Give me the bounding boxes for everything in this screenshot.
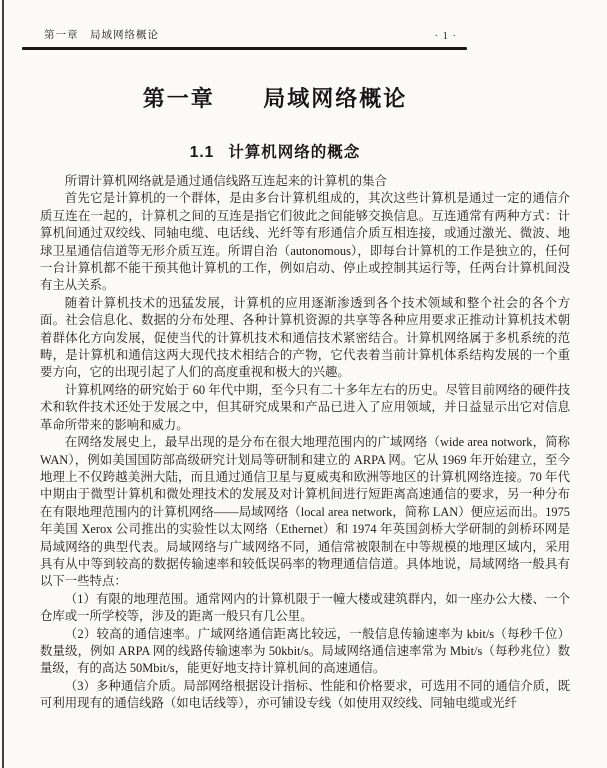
paragraph-feature-2: （2）较高的通信速率。广域网络通信距离比较远，一般信息传输速率为 kbit/s（每秒千位）数量级，例如 ARPA 网的线路传输速率为 50kbit/s。局域网络通信速率常为 Mbit/s（每秒兆位）数量级，有的高达 50Mbit/s，能更好地支持计算机间的高速通信。	[40, 626, 570, 676]
chapter-title	[40, 82, 510, 113]
paragraph: 计算机网络的研究始于 60 年代中期，至今只有二十多年左右的历史。尽管目前网络的硬件技术和软件技术还处于发展之中，但其研究成果和产品已进入了应用领域，并日益显示出它对信息革命所带来的影响和威力。	[40, 382, 570, 432]
page-number: · 1 ·	[434, 31, 457, 42]
paragraph: 首先它是计算机的一个群体，是由多台计算机组成的，其次这些计算机是通过一定的通信介质互连在一起的，计算机之间的互连是指它们彼此之间能够交换信息。互连通常有两种方式：计算机间通过双绞线、同轴电缆、电话线、光纤等有形通信介质互相连接，或通过激光、微波、地球卫星通信信道等无形介质互连。所谓自治（autonomous），即每台计算机的工作是独立的，任何一台计算机都不能干预其他计算机的工作，例如启动、停止或控制其运行等，任两台计算机间没有主从关系。	[40, 191, 570, 293]
scan-edge-line	[2, 0, 4, 768]
paragraph-feature-1: （1）有限的地理范围。通常网内的计算机限于一幢大楼或建筑群内，如一座办公大楼、一个仓库或一所学校等，涉及的距离一般只有几公里。	[40, 591, 570, 624]
paragraph: 在网络发展史上，最早出现的是分布在很大地理范围内的广域网络（wide area notwork，简称 WAN），例如美国国防部高级研究计划局等研制和建立的 ARPA 网。它从 1969 年开始建立，至今地理上不仅跨越美洲大陆，而且通过通信卫星与夏威夷和欧洲等地区的计算机网络连接。70 年代中期由于微型计算机和微处理技术的发展及对计算机间进行短距离高速通信的要求，另一种分布在有限地理范围内的计算机网络——局域网络（local area network，简称 LAN）便应运而出。1975 年美国 Xerox 公司推出的实验性以太网络（Ethernet）和 1974 年英国剑桥大学研制的剑桥环网是局域网络的典型代表。局域网络与广域网络不同，通信常被限制在中等规模的地理区域内，采用具有从中等到较高的数据传输速率和较低误码率的物理通信信道。具体地说，局域网络一般具有以下一些特点：	[40, 435, 570, 589]
chapter-number: 第一章	[142, 86, 215, 111]
running-header-title: 第一章 局域网络概论	[44, 30, 159, 41]
section-heading	[40, 140, 510, 162]
chapter-title-text: 局域网络概论	[263, 86, 408, 111]
paragraph: 随着计算机技术的迅猛发展，计算机的应用逐渐渗透到各个技术领域和整个社会的各个方面。社会信息化、数据的分布处理、各种计算机资源的共享等各种应用要求正推动计算机技术朝着群体化方向发展，促使当代的计算机技术和通信技术紧密结合。计算机网络属于多机系统的范畴，是计算机和通信这两大现代技术相结合的产物，它代表着当前计算机体系结构发展的一个重要方向，它的出现引起了人们的高度重视和极大的兴趣。	[40, 295, 570, 380]
body-text	[40, 173, 570, 713]
section-title-text: 计算机网络的概念	[228, 144, 361, 161]
running-header	[0, 0, 607, 42]
section-number: 1.1	[189, 144, 215, 161]
paragraph-lead: 所谓计算机网络就是通过通信线路互连起来的计算机的集合	[64, 174, 387, 188]
header-rule	[22, 47, 467, 50]
paragraph-feature-3: （3）多种通信介质。局部网络根据设计指标、性能和价格要求，可选用不同的通信介质，既可利用现有的通信线路（如电话线等），亦可铺设专线（如使用双绞线、同轴电缆或光纤	[40, 678, 570, 711]
